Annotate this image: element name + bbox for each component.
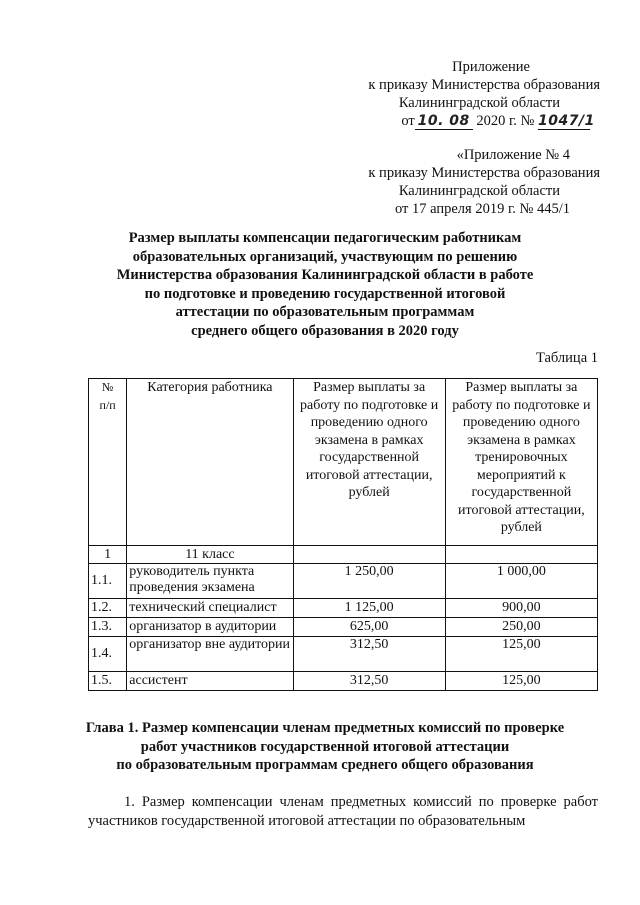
row-pay-exam: 312,50 — [293, 637, 445, 672]
row-num: 1.5. — [89, 672, 127, 691]
row-pay-exam: 1 125,00 — [293, 599, 445, 618]
table-row — [89, 564, 598, 599]
row-pay-training: 250,00 — [445, 618, 597, 637]
header-pay-training: Размер выплаты за работу по подготовке и проведению одного экзамена в рамках тренировочных мероприятий к государственной итоговой аттестации, рублей — [445, 379, 597, 546]
row-category: организатор вне аудитории — [127, 637, 293, 672]
order-appendix-header — [300, 58, 600, 130]
table-caption: Таблица 1 — [535, 350, 598, 366]
handwritten-date: 10. 08 — [417, 113, 470, 129]
header-num: № п/п — [89, 379, 127, 546]
row-num: 1.3. — [89, 618, 127, 637]
row-pay-exam: 625,00 — [293, 618, 445, 637]
section-label: 11 класс — [127, 546, 293, 564]
appendix-4-label: «Приложение № 4 — [456, 147, 570, 163]
empty-cell — [293, 546, 445, 564]
chapter-line: по образовательным программам среднего общего образования — [116, 757, 534, 773]
order-year-number-label: 2020 г. № — [476, 113, 535, 129]
title-line: среднего общего образования в 2020 году — [191, 322, 459, 339]
order-ministry-line: к приказу Министерства образования — [368, 77, 600, 93]
row-pay-exam: 312,50 — [293, 672, 445, 691]
compensation-table — [88, 378, 598, 691]
title-line: образовательных организаций, участвующим по решению — [132, 248, 518, 265]
table-row — [89, 599, 598, 618]
row-category: руководитель пункта проведения экзамена — [127, 564, 293, 599]
row-category: технический специалист — [127, 599, 293, 618]
chapter-line: Глава 1. Размер компенсации членам предметных комиссий по проверке — [85, 720, 565, 736]
title-line: Министерства образования Калининградской области в работе — [116, 267, 534, 284]
row-pay-exam: 1 250,00 — [293, 564, 445, 599]
row-category: ассистент — [127, 672, 293, 691]
row-pay-training: 125,00 — [445, 672, 597, 691]
row-num: 1.4. — [89, 637, 127, 672]
header-category: Категория работника — [127, 379, 293, 546]
row-pay-training: 900,00 — [445, 599, 597, 618]
table-row — [89, 672, 598, 691]
date-prefix: от — [401, 113, 415, 129]
row-num: 1.2. — [89, 599, 127, 618]
handwritten-order-number: 1047/1 — [538, 113, 595, 129]
title-line: по подготовке и проведению государственной итоговой — [144, 285, 506, 302]
appendix-4-ministry-line: к приказу Министерства образования — [368, 165, 600, 181]
body-paragraph: 1. Размер компенсации членам предметных комиссий по проверке работ участников государственной итоговой аттестации по образовательным — [88, 794, 598, 829]
appendix-4-date-line: от 17 апреля 2019 г. № 445/1 — [394, 201, 570, 217]
header-pay-exam: Размер выплаты за работу по подготовке и проведению одного экзамена в рамках государственной итоговой аттестации, рублей — [293, 379, 445, 546]
row-pay-training: 125,00 — [445, 637, 597, 672]
section-num: 1 — [89, 546, 127, 564]
chapter-heading — [60, 719, 590, 775]
title-line: Размер выплаты компенсации педагогическим работникам — [128, 230, 522, 246]
table-section-row — [89, 546, 598, 564]
table-row — [89, 637, 598, 672]
document-title — [60, 229, 590, 341]
appendix-4-header — [300, 146, 600, 218]
row-pay-training: 1 000,00 — [445, 564, 597, 599]
row-num: 1.1. — [89, 564, 127, 599]
order-region-line: Калининградской области — [398, 95, 560, 111]
appendix-4-region-line: Калининградской области — [398, 183, 560, 199]
empty-cell — [445, 546, 597, 564]
table-header-row — [89, 379, 598, 546]
appendix-label: Приложение — [452, 59, 530, 75]
chapter-line: работ участников государственной итоговой аттестации — [140, 738, 510, 755]
title-line: аттестации по образовательным программам — [175, 304, 475, 321]
table-row — [89, 618, 598, 637]
order-date-line — [300, 112, 600, 130]
row-category: организатор в аудитории — [127, 618, 293, 637]
